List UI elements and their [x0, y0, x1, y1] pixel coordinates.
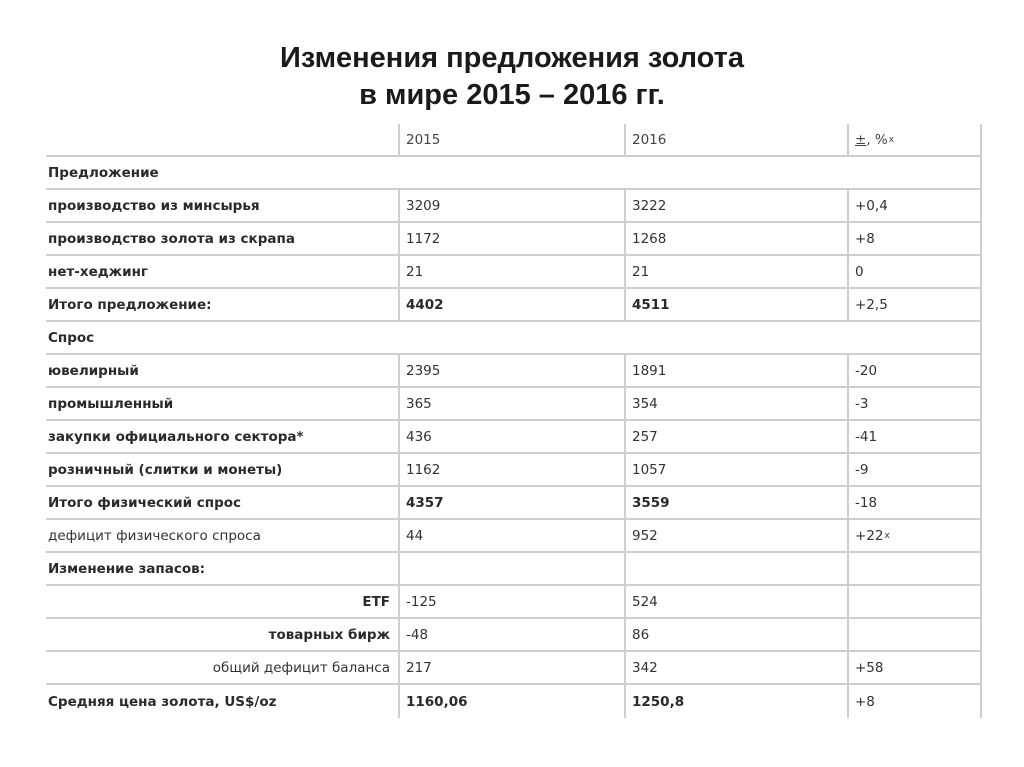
- header-label: [46, 124, 398, 155]
- section-label: Спрос: [48, 329, 95, 346]
- table-row: ETF -125 524: [46, 586, 982, 619]
- plus-minus-sign: ±: [855, 131, 867, 148]
- section-label: Предложение: [48, 164, 159, 181]
- table-row: ювелирный 2395 1891 -20: [46, 355, 982, 388]
- table-row: производство из минсырья 3209 3222 +0,4: [46, 190, 982, 223]
- total-row-demand: Итого физический спрос 4357 3559 -18: [46, 487, 982, 520]
- title-line-1: Изменения предложения золота: [280, 42, 744, 74]
- header-2016: 2016: [624, 124, 847, 155]
- section-row-supply: [46, 157, 982, 190]
- header-2015: 2015: [398, 124, 624, 155]
- header-change: ± , % x: [847, 124, 982, 155]
- table-row: товарных бирж -48 86: [46, 619, 982, 652]
- gold-supply-demand-table: [46, 124, 982, 718]
- section-row-demand: [46, 322, 982, 355]
- table-header-row: [46, 124, 982, 157]
- price-row: Средняя цена золота, US$/oz 1160,06 1250,8 +8: [46, 685, 982, 718]
- table-row: розничный (слитки и монеты) 1162 1057 -9: [46, 454, 982, 487]
- balance-row: общий дефицит баланса 217 342 +58: [46, 652, 982, 685]
- table-row: закупки официального сектора* 436 257 -41: [46, 421, 982, 454]
- section-label: Изменение запасов:: [48, 560, 206, 577]
- table-row: промышленный 365 354 -3: [46, 388, 982, 421]
- section-row-stocks: [46, 553, 982, 586]
- slide-title: [0, 40, 1024, 114]
- total-row-supply: Итого предложение: 4402 4511 +2,5: [46, 289, 982, 322]
- deficit-row: дефицит физического спроса 44 952 +22 x: [46, 520, 982, 553]
- table-row: производство золота из скрапа 1172 1268 +8: [46, 223, 982, 256]
- title-line-2: в мире 2015 – 2016 гг.: [359, 79, 665, 111]
- table-row: нет-хеджинг 21 21 0: [46, 256, 982, 289]
